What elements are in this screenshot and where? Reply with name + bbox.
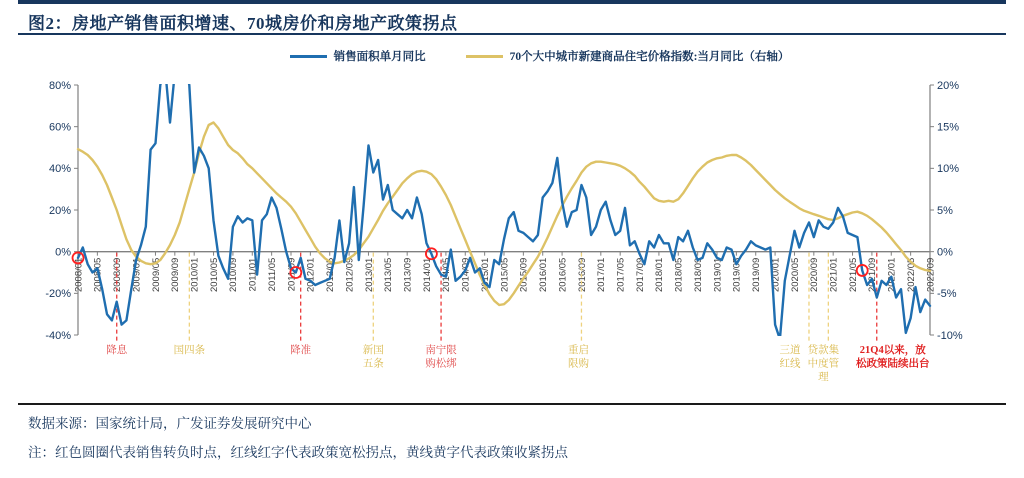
- left-axis-tick-label: -20%: [45, 288, 71, 301]
- legend-label-price: 70个大中城市新建商品住宅价格指数:当月同比（右轴）: [509, 51, 790, 63]
- policy-easing-label: 降准: [290, 345, 312, 356]
- right-axis-tick-label: 20%: [937, 79, 960, 92]
- right-axis-tick-label: 10%: [937, 163, 960, 176]
- policy-easing-label: 南宁限: [425, 345, 457, 356]
- x-axis-tick-label: 2019/05: [731, 257, 743, 293]
- policy-tightening-label: 三道: [779, 345, 801, 356]
- right-axis-tick-label: 0%: [937, 246, 953, 259]
- x-axis-tick-label: 2020/09: [809, 257, 821, 293]
- x-axis-tick-label: 2015/09: [518, 257, 530, 293]
- policy-tightening-label: 限购: [567, 358, 589, 370]
- x-axis-tick-label: 2008/09: [112, 257, 124, 293]
- x-axis-tick-label: 2012/05: [325, 257, 337, 293]
- x-axis-tick-label: 2016/05: [557, 257, 569, 293]
- right-axis: [930, 80, 963, 342]
- x-axis-tick-label: 2016/09: [576, 257, 588, 293]
- x-axis-tick-label: 2017/01: [596, 257, 608, 293]
- x-axis-tick-label: 2016/01: [538, 257, 550, 293]
- left-axis-tick-label: -40%: [45, 329, 71, 342]
- policy-easing-label: 21Q4以来，放: [859, 345, 926, 356]
- policy-tightening-label: 重启: [567, 345, 589, 356]
- footer-divider: [18, 403, 1006, 405]
- policy-tightening-label: 贷款集: [807, 345, 840, 356]
- data-source-text: 数据来源：国家统计局，广发证券发展研究中心: [28, 416, 312, 431]
- x-axis-tick-label: 2022/05: [905, 257, 917, 293]
- policy-tightening-label: 理: [818, 372, 829, 383]
- x-axis-tick-label: 2014/01: [421, 257, 433, 293]
- x-axis-tick-label: 2011/01: [247, 257, 259, 292]
- policy-easing-label: 购松绑: [425, 358, 457, 370]
- x-axis-tick-label: 2022/01: [886, 257, 898, 293]
- x-axis-tick-label: 2009/09: [170, 257, 182, 293]
- right-axis-tick-label: -5%: [937, 288, 957, 301]
- x-axis-tick-label: 2013/05: [383, 257, 395, 293]
- x-axis-tick-label: 2011/09: [286, 257, 298, 292]
- x-axis-tick-label: 2018/09: [692, 257, 704, 293]
- x-axis-labels: [73, 252, 936, 292]
- policy-tightening-label: 五条: [362, 358, 384, 370]
- policy-easing-label: 降息: [106, 345, 128, 356]
- x-axis-tick-label: 2012/09: [344, 257, 356, 293]
- x-axis-tick-label: 2021/01: [828, 257, 840, 293]
- right-axis-tick-label: 15%: [937, 121, 960, 134]
- policy-easing-label: 松政策陆续出台: [856, 358, 930, 370]
- x-axis-tick-label: 2008/01: [73, 257, 85, 293]
- x-axis-tick-label: 2018/01: [654, 257, 666, 293]
- x-axis-tick-label: 2008/05: [92, 257, 104, 293]
- policy-tightening-label: 红线: [779, 358, 801, 370]
- x-axis-tick-label: 2017/09: [634, 257, 646, 293]
- x-axis-tick-label: 2017/05: [615, 257, 627, 293]
- left-axis-tick-label: 0%: [55, 246, 71, 259]
- x-axis-tick-label: 2020/05: [789, 257, 801, 293]
- x-axis-tick-label: 2019/01: [712, 257, 724, 293]
- x-axis-tick-label: 2009/01: [131, 257, 143, 293]
- x-axis-tick-label: 2010/09: [228, 257, 240, 293]
- x-axis-tick-label: 2010/05: [208, 257, 220, 293]
- x-axis-tick-label: 2011/05: [266, 257, 278, 292]
- left-axis: [45, 80, 78, 342]
- x-axis-tick-label: 2015/05: [499, 257, 511, 293]
- figure-title: 图2：房地产销售面积增速、70城房价和房地产政策拐点: [28, 14, 458, 33]
- sales-growth-line: [78, 60, 930, 339]
- left-axis-tick-label: 80%: [48, 79, 71, 92]
- x-axis-tick-label: 2014/09: [460, 257, 472, 293]
- x-axis-tick-label: 2018/05: [673, 257, 685, 293]
- x-axis-tick-label: 2010/01: [189, 257, 201, 293]
- x-axis-tick-label: 2012/01: [305, 257, 317, 293]
- left-axis-tick-label: 40%: [48, 163, 71, 176]
- policy-tightening-label: 中度管: [807, 358, 840, 370]
- right-axis-tick-label: 5%: [937, 204, 953, 217]
- x-axis-tick-label: 2013/01: [363, 257, 375, 293]
- policy-tightening-label: 新国: [362, 345, 384, 356]
- left-axis-tick-label: 60%: [48, 121, 71, 134]
- right-axis-tick-label: -10%: [937, 329, 963, 342]
- policy-tightening-label: 国四条: [173, 345, 206, 356]
- x-axis-tick-label: 2022/09: [925, 257, 937, 293]
- x-axis-tick-label: 2013/09: [402, 257, 414, 293]
- legend-label-sales: 销售面积单月同比: [333, 51, 426, 63]
- left-axis-tick-label: 20%: [48, 204, 71, 217]
- x-axis-tick-label: 2021/09: [867, 257, 879, 293]
- x-axis-tick-label: 2019/09: [751, 257, 763, 293]
- note-text: 注：红色圆圈代表销售转负时点，红线红字代表政策宽松拐点，黄线黄字代表政策收紧拐点: [28, 445, 568, 460]
- x-axis-tick-label: 2021/05: [847, 257, 859, 293]
- x-axis-tick-label: 2014/05: [441, 257, 453, 293]
- x-axis-tick-label: 2015/01: [479, 257, 491, 293]
- x-axis-tick-label: 2020/01: [770, 257, 782, 293]
- x-axis-tick-label: 2009/05: [150, 257, 162, 293]
